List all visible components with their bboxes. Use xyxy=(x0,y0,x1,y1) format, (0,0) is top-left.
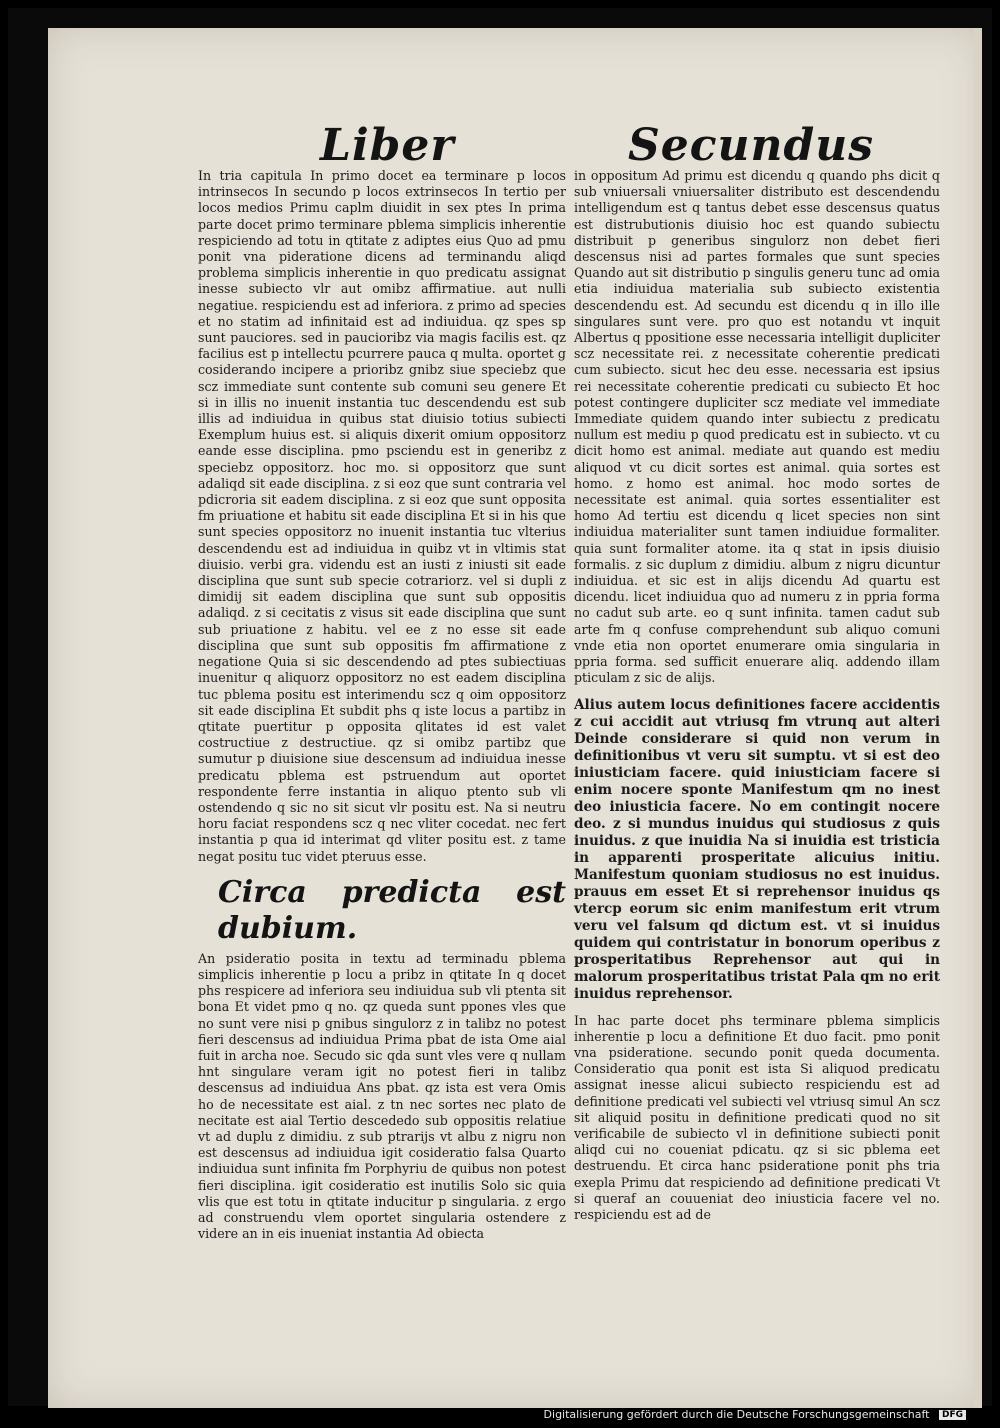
aristotle-text-block: Alius autem locus definitiones facere accidentis z cui accidit aut vtriusq fm vtrunq aut alteri Deinde considerare si quid non verum in definitionibus vt veru sit sumptu. vt si est deo iniusticiam facere. quid iniusticiam facere si enim nocere sponte Manifestum qm no inest deo iniusticia facere. No em contingit nocere deo. z si mundus inuidus qui studiosus z quis inuidus. z que inuidia Na si inuidia est tristicia in apparenti prosperitate alicuius initiu. Manifestum quoniam studiosus no est inuidus. prauus em esset Et si reprehensor inuidus qs vtercp eorum sic enim manifestum erit vtrum veru vel falsum qd dictum est. vt si inuidus quidem qui contristatur in bonorum operibus z prosperitatibus Reprehensor aut qui in malorum prosperitatibus tristat Pala qm no erit inuidus reprehensor. xyxy=(574,696,940,1002)
running-head-left: Liber xyxy=(320,120,455,171)
left-paragraph-2: An psideratio posita in textu ad terminadu pblema simplicis inherentie p locu a pribz in qtitate In q docet phs respicere ad inferiora seu indiuidua sub vli ptenta sit bona Et videt pmo q no. qz queda sunt ppones vles que no sunt vere nisi p gnibus singulorz z in talibz no potest fieri descensus ad indiuidua Prima pbat de ista Ome aial fuit in archa noe. Secudo sic qda sunt vles vere q nullam hnt singulare veram igit no potest fieri in talibz descensus ad indiuidua Ans pbat. qz ista est vera Omis ho de necessitate est aial. z tn nec sortes nec plato de necitate est aial Tertio descededo sub oppositis relatiue vt ad duplu z dimidiu. z sub ptrarijs vt albu z nigru non est descensus ad indiuidua igit cosideratio falsa Quarto indiuidua sunt infinita fm Porphyriu de quibus non potest fieri disciplina. igit cosideratio est inutilis Solo sic quia vlis que est totu in qtitate inducitur p singularia. z ergo ad construendu vlem oportet singularia ostendere z videre an in eis inueniat instantia Ad obiecta xyxy=(198,950,566,1242)
running-head-right: Secundus xyxy=(628,120,875,171)
right-column xyxy=(574,168,940,1233)
left-paragraph-1: In tria capitula In primo docet ea terminare p locos intrinsecos In secundo p locos extrinsecos In tertio per locos medios Primu caplm diuidit in sex ptes In prima parte docet primo terminare pblema simplicis inherentie respiciendo ad totu in qtitate z adiptes eius Quo ad pmu ponit vna pideratione dicens ad terminandu aliqd problema simplicis inherentie in quo predicatu assignat inesse subiecto vlr aut omibz affirmatiue. aut nulli negatiue. respiciendu est ad inferiora. z primo ad species et no statim ad infinitaid est ad indiuidua. qz spes sp sunt pauciores. sed in paucioribz via magis facilis est. qz facilius est p intellectu pcurrere pauca q multa. oportet g cosiderando incipere a prioribz gnibz siue speciebz que scz immediate sunt contente sub comuni seu genere Et si in illis no inuenit instantia tuc descendendu est sub illis ad indiuidua in quibus stat diuisio totius subiecti Exemplum huius est. si aliquis dixerit omium oppositorz eande esse disciplina. pmo psciendu est in generibz z speciebz oppositorz. hoc mo. si oppositorz que sunt adaliqd sit eade disciplina. z si eoz que sunt contraria vel pdicroria sit eadem disciplina. z si eoz que sunt opposita fm priuatione et habitu sit eade disciplina Et si in his que sunt species oppositorz no inuenit instantia tuc vlterius descendendu est ad indiuidua in quibz vt in vltimis stat diuisio. verbi gra. videndu est an iusti z iniusti sit eade disciplina que sunt sub specie cotrariorz. vel si dupli z dimidij sit eadem disciplina que sunt sub oppositis adaliqd. z si cecitatis z visus sit eade disciplina que sunt sub priuatione z habitu. vel ee z no esse sit eade disciplina que sunt sub oppositis fm affirmatione z negatione Quia si sic descendendo ad ptes subiectiuas inuenitur q aliquorz oppositorz no est eadem disciplina tuc pblema positu est interimendu scz q oim oppositorz sit eade disciplina Et subdit phs q iste locus a partibz in qtitate puertitur p opposita qlitates id est valet costructiue z destructiue. qz si omibz partibz que sumutur p diuisione siue descensum ad indiuidua inesse predicatu pblema est pstruendum aut oportet respondente ferre instantia in aliquo ptento sub vli ostendendo q sic no sit sicut vlr positu est. Na si neutru horu faciat respondens scz q nec vliter cocedat. nec fert instantia p qua id interimat qd vliter positu est. z tame negat positu tuc videt pteruus esse. xyxy=(198,168,566,864)
left-column xyxy=(198,168,566,1252)
scan-frame xyxy=(8,8,992,1406)
right-paragraph-3: In hac parte docet phs terminare pblema simplicis inherentie p locu a definitione Et duo facit. pmo ponit vna psideratione. secundo ponit queda documenta. Consideratio qua ponit est ista Si aliquod predicatu assignat inesse alicui subiecto respiciendu est ad definitione predicati vel subiecti vel vtriusq simul An scz sit aliquid positu in definitione predicati quod no sit verificabile de subiecto vl in definitione subiecti ponit aliqd cui no coueniat pdicatu. qz si sic pblema eet destruendu. Et circa hanc psideratione ponit phs tria exepla Primu dat respiciendo ad definitione predicati Vt si queraf an couueniat deo iniusticia facere vel no. respiciendu est ad de xyxy=(574,1012,940,1222)
dfg-logo: DFG xyxy=(939,1410,966,1420)
credit-text: Digitalisierung gefördert durch die Deutsche Forschungsgemeinschaft xyxy=(543,1408,930,1421)
right-paragraph-1: in oppositum Ad primu est dicendu q quando phs dicit q sub vniuersali vniuersaliter distributo est descendendu intelligendum est q tantus debet esse descensus quatus est distrubutionis diuisio hoc est quando subiectu distribuit p generibus singulorz non debet fieri descensus nisi ad partes formales que sunt species Quando aut sit distributio p singulis generu tunc ad omia etia indiuidua materialia sub subiecto existentia descendendu est. Ad secundu est dicendu q in illo ille singulares sunt vere. pro quo est notandu vt inquit Albertus q ppositione esse necessaria intelligit dupliciter scz necessitate rei. z necessitate coherentie predicati cum subiecto. sicut hec deu esse. necessaria est ipsius rei necessitate coherentie predicati cu subiecto Et hoc potest contingere dupliciter scz mediate vel immediate Immediate quidem quando inter subiectu z predicatu nullum est mediu p quod predicatu est in subiecto. vt cu dicit homo est animal. mediate aut quando est mediu aliquod vt cu dicit sortes est animal. quia sortes est homo. z homo est animal. hoc modo sortes de necessitate est animal. quia sortes essentialiter est homo Ad tertiu est dicendu q licet species non sint indiuidua materialiter sunt tamen indiuidue formaliter. quia sunt formaliter atome. ita q stat in ipsis diuisio formalis. z sic duplum z dimidiu. album z nigru dicuntur indiuidua. et sic est in alijs dicendu Ad quartu est dicendu. licet indiuidua quo ad numeru z in ppria forma no cadut sub arte. eo q sunt infinita. tamen cadut sub arte fm q confuse comprehendunt sub aliquo comuni vnde etia non oportet enumerare omia singularia in ppria forma. sed sufficit enuerare aliq. addendo illam pticulam z sic de alijs. xyxy=(574,168,940,686)
digitization-credit xyxy=(544,1408,966,1421)
page-edge xyxy=(974,28,982,1408)
dubium-heading: Circa predicta est dubium. xyxy=(218,874,566,946)
book-page xyxy=(48,28,982,1408)
